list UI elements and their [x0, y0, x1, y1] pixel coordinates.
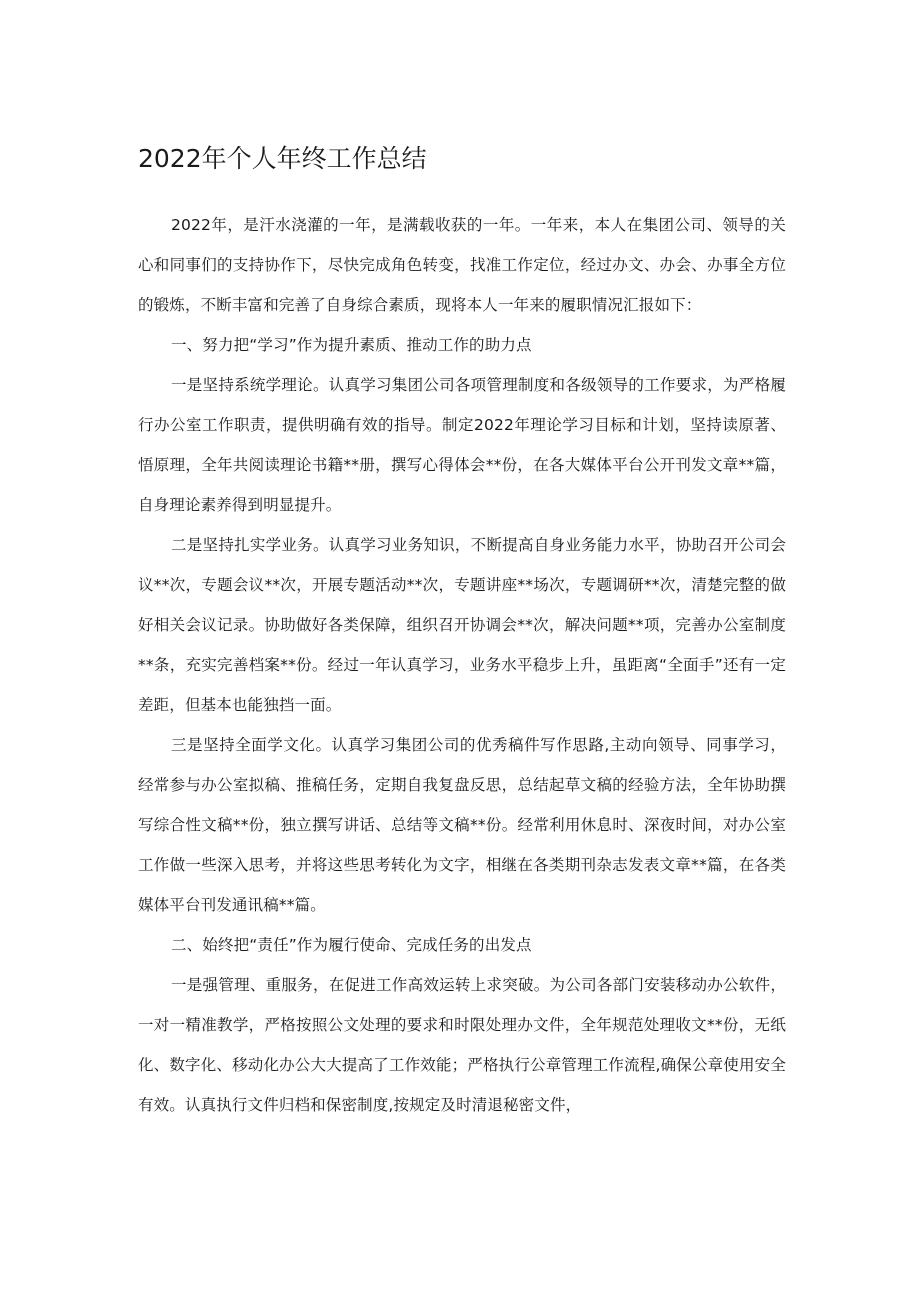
paragraph-business-study: 二是坚持扎实学业务。认真学习业务知识，不断提高自身业务能力水平，协助召开公司会议**次，专题会议**次，开展专题活动**次，专题讲座**场次，专题调研**次，清楚完整的做好相关会议记录。协助做好各类保障，组织召开协调会**次，解决问题**项，完善办公室制度**条，充实完善档案**份。经过一年认真学习，业务水平稳步上升，虽距离“全面手”还有一定差距，但基本也能独挡一面。: [138, 536, 786, 714]
section-heading-2: 二、始终把“责任”作为履行使命、完成任务的出发点: [171, 936, 532, 954]
document-body: [138, 205, 786, 1125]
paragraph-culture-study: 三是坚持全面学文化。认真学习集团公司的优秀稿件写作思路,主动向领导、同事学习，经常参与办公室拟稿、推稿任务，定期自我复盘反思，总结起草文稿的经验方法，全年协助撰写综合性文稿**份，独立撰写讲话、总结等文稿**份。经常利用休息时、深夜时间，对办公室工作做一些深入思考，并将这些思考转化为文字，相继在各类期刊杂志发表文章**篇，在各类媒体平台刊发通讯稿**篇。: [138, 736, 786, 914]
section-heading-1: 一、努力把“学习”作为提升素质、推动工作的助力点: [171, 336, 532, 354]
document-title: 2022年个人年终工作总结: [138, 144, 427, 173]
paragraph-theory-study: 一是坚持系统学理论。认真学习集团公司各项管理制度和各级领导的工作要求，为严格履行办公室工作职责，提供明确有效的指导。制定2022年理论学习目标和计划，坚持读原著、悟原理，全年共阅读理论书籍**册，撰写心得体会**份，在各大媒体平台公开刊发文章**篇，自身理论素养得到明显提升。: [138, 376, 786, 514]
paragraph-intro: 2022年，是汗水浇灌的一年，是满载收获的一年。一年来，本人在集团公司、领导的关心和同事们的支持协作下，尽快完成角色转变，找准工作定位，经过办文、办会、办事全方位的锻炼，不断丰富和完善了自身综合素质，现将本人一年来的履职情况汇报如下：: [138, 216, 786, 314]
paragraph-management-service: 一是强管理、重服务，在促进工作高效运转上求突破。为公司各部门安装移动办公软件，一对一精准教学，严格按照公文处理的要求和时限处理办文件，全年规范处理收文**份，无纸化、数字化、移动化办公大大提高了工作效能；严格执行公章管理工作流程,确保公章使用安全有效。认真执行文件归档和保密制度,按规定及时清退秘密文件，: [138, 976, 786, 1114]
